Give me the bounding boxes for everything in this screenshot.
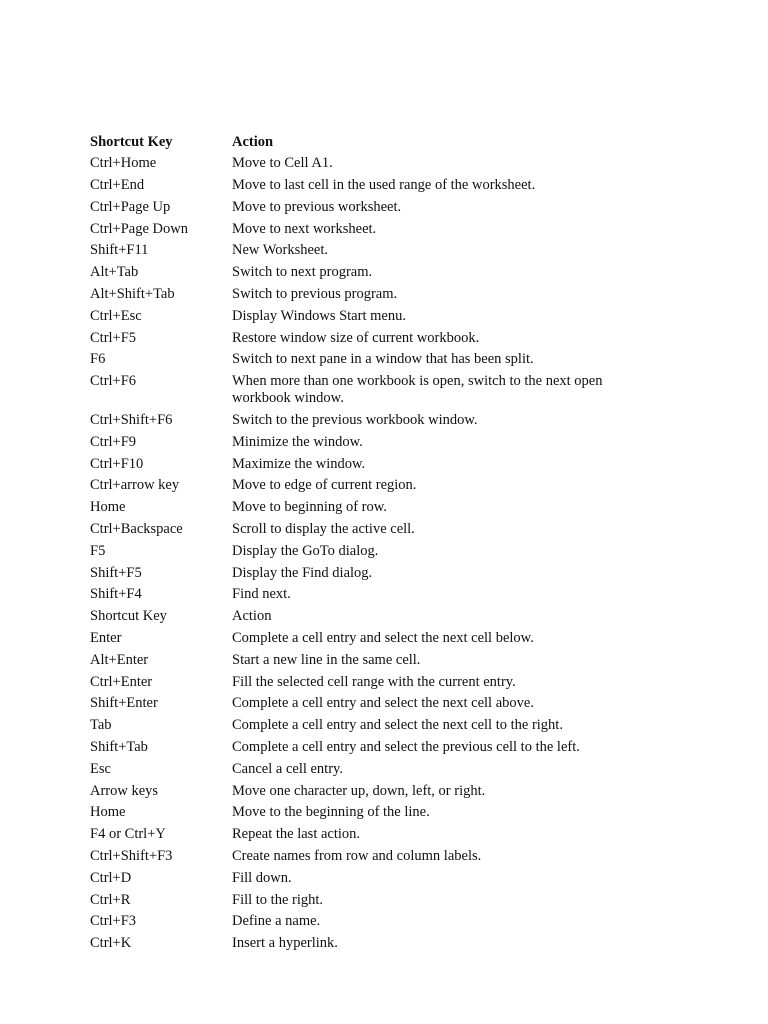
shortcut-key: Shift+Enter xyxy=(90,695,158,712)
shortcut-action: Repeat the last action. xyxy=(232,826,361,843)
shortcut-action: Move to next worksheet. xyxy=(232,220,377,237)
shortcut-key: Ctrl+Esc xyxy=(90,307,142,324)
shortcut-key: Alt+Enter xyxy=(90,651,149,668)
shortcut-action: New Worksheet. xyxy=(232,242,329,259)
table-row xyxy=(90,262,650,284)
table-row xyxy=(90,802,650,824)
table-header xyxy=(90,131,650,153)
shortcut-key: Ctrl+arrow key xyxy=(90,477,180,494)
shortcut-key: Alt+Tab xyxy=(90,264,139,281)
shortcut-action: Define a name. xyxy=(232,913,321,930)
shortcut-action: Start a new line in the same cell. xyxy=(232,651,421,668)
shortcut-action: Minimize the window. xyxy=(232,433,363,450)
shortcut-key: Esc xyxy=(90,760,111,777)
shortcut-action: Display the GoTo dialog. xyxy=(232,542,379,559)
shortcut-key: F6 xyxy=(90,351,106,368)
table-row xyxy=(90,497,650,519)
shortcut-action: Display Windows Start menu. xyxy=(232,307,406,324)
shortcut-action: Complete a cell entry and select the next cell below. xyxy=(232,630,534,647)
table-row xyxy=(90,780,650,802)
shortcut-action: Switch to the previous workbook window. xyxy=(232,412,478,429)
table-row xyxy=(90,758,650,780)
shortcut-key: Home xyxy=(90,499,126,516)
table-row xyxy=(90,649,650,671)
shortcut-key: Shift+F11 xyxy=(90,242,149,259)
shortcut-action: Fill down. xyxy=(232,869,292,886)
shortcut-key: Ctrl+Home xyxy=(90,155,157,172)
table-row xyxy=(90,584,650,606)
shortcut-action: Complete a cell entry and select the next cell above. xyxy=(232,695,534,712)
table-row xyxy=(90,175,650,197)
shortcut-action: Complete a cell entry and select the next cell to the right. xyxy=(232,717,563,734)
shortcut-action: Cancel a cell entry. xyxy=(232,760,343,777)
shortcut-key: Shift+F4 xyxy=(90,586,142,603)
table-row xyxy=(90,715,650,737)
table-row xyxy=(90,305,650,327)
shortcut-action: Switch to previous program. xyxy=(232,286,398,303)
header-action: Action xyxy=(232,133,274,150)
shortcut-key: Shift+Tab xyxy=(90,739,148,756)
shortcut-action: Move to Cell A1. xyxy=(232,155,333,172)
shortcut-action: Find next. xyxy=(232,586,291,603)
shortcut-key: Shortcut Key xyxy=(90,608,167,625)
shortcut-key: Ctrl+Shift+F3 xyxy=(90,848,173,864)
shortcut-key: Ctrl+Page Up xyxy=(90,198,171,215)
shortcut-key: Enter xyxy=(90,630,122,647)
table-row xyxy=(90,562,650,584)
table-row xyxy=(90,240,650,262)
header-shortcut-key: Shortcut Key xyxy=(90,133,173,150)
table-row xyxy=(90,846,650,868)
shortcut-action: Switch to next program. xyxy=(232,264,373,281)
shortcut-key: Shift+F5 xyxy=(90,564,142,581)
table-row xyxy=(90,371,650,410)
shortcut-action: Create names from row and column labels. xyxy=(232,848,482,864)
shortcut-action: Move to the beginning of the line. xyxy=(232,804,430,821)
shortcut-action: Maximize the window. xyxy=(232,455,366,472)
table-row xyxy=(90,693,650,715)
shortcut-key: Ctrl+Page Down xyxy=(90,220,188,237)
table-row xyxy=(90,737,650,759)
table-row xyxy=(90,153,650,175)
shortcut-action: Move to beginning of row. xyxy=(232,499,387,516)
shortcut-key: Home xyxy=(90,804,126,821)
shortcut-key: Ctrl+Shift+F6 xyxy=(90,412,173,429)
shortcut-action: Fill the selected cell range with the current entry. xyxy=(232,673,516,690)
shortcut-action: Fill to the right. xyxy=(232,891,324,908)
shortcut-action: Action xyxy=(232,608,272,625)
shortcut-action: Scroll to display the active cell. xyxy=(232,521,415,538)
table-row xyxy=(90,606,650,628)
table-row xyxy=(90,349,650,371)
table-row xyxy=(90,824,650,846)
shortcut-action: Move to last cell in the used range of the worksheet. xyxy=(232,177,536,194)
table-row xyxy=(90,431,650,453)
table-row xyxy=(90,889,650,911)
shortcut-action: When more than one workbook is open, switch to the next open workbook window. xyxy=(232,373,603,407)
shortcut-key: Alt+Shift+Tab xyxy=(90,286,175,303)
shortcut-action: Insert a hyperlink. xyxy=(232,935,338,952)
shortcut-key: F4 or Ctrl+Y xyxy=(90,826,166,843)
shortcut-key: Ctrl+R xyxy=(90,891,131,908)
table-row xyxy=(90,911,650,933)
shortcut-key: Ctrl+F5 xyxy=(90,329,137,346)
table-row xyxy=(90,671,650,693)
table-row xyxy=(90,867,650,889)
table-row xyxy=(90,475,650,497)
shortcut-action: Move to edge of current region. xyxy=(232,477,417,494)
shortcut-action: Move to previous worksheet. xyxy=(232,198,402,215)
shortcut-key: Ctrl+D xyxy=(90,869,132,886)
shortcut-key: Ctrl+Backspace xyxy=(90,521,183,538)
table-row xyxy=(90,519,650,541)
shortcut-key: Ctrl+K xyxy=(90,935,132,952)
shortcut-action: Restore window size of current workbook. xyxy=(232,329,480,346)
shortcut-key: Tab xyxy=(90,717,112,734)
shortcut-action: Complete a cell entry and select the previous cell to the left. xyxy=(232,739,580,756)
shortcut-table xyxy=(90,131,650,954)
shortcut-key: Ctrl+F9 xyxy=(90,433,137,450)
table-row xyxy=(90,453,650,475)
table-body xyxy=(90,153,650,955)
shortcut-key: Ctrl+End xyxy=(90,177,145,194)
shortcut-key: F5 xyxy=(90,542,106,559)
shortcut-key: Ctrl+F6 xyxy=(90,373,137,390)
shortcut-key: Ctrl+F3 xyxy=(90,913,137,930)
table-row xyxy=(90,540,650,562)
shortcut-key: Ctrl+F10 xyxy=(90,455,144,472)
table-row xyxy=(90,628,650,650)
table-row xyxy=(90,218,650,240)
table-row xyxy=(90,284,650,306)
table-row xyxy=(90,410,650,432)
table-row xyxy=(90,196,650,218)
shortcut-action: Switch to next pane in a window that has been split. xyxy=(232,351,534,368)
shortcut-action: Move one character up, down, left, or right. xyxy=(232,782,486,799)
table-row xyxy=(90,327,650,349)
table-row xyxy=(90,933,650,955)
shortcut-action: Display the Find dialog. xyxy=(232,564,373,581)
shortcut-key: Arrow keys xyxy=(90,782,159,799)
shortcut-key: Ctrl+Enter xyxy=(90,673,153,690)
